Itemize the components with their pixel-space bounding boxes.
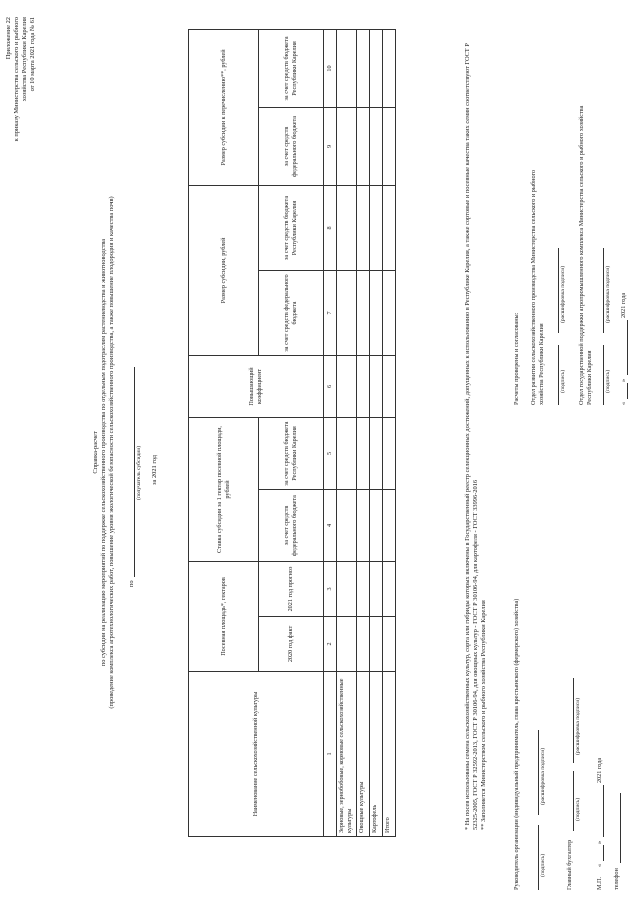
table-cell[interactable] [357, 185, 370, 270]
table-row [357, 29, 370, 836]
dept2-signature-line[interactable] [603, 345, 604, 405]
row-label: Итого [383, 672, 396, 837]
accountant-signature-line[interactable] [573, 771, 574, 831]
dept2-signature-caption: (подпись) [605, 369, 611, 393]
head-decoding-line[interactable] [538, 730, 539, 815]
phone-label: телефон [613, 868, 620, 890]
header-due-republic: за счет средств бюджета Республики Карелия [259, 29, 324, 107]
phone-line[interactable] [620, 793, 621, 863]
document-heading: Справка-расчет [92, 431, 99, 474]
header-subsidy: Размер субсидии, рублей [189, 185, 259, 355]
col-number: 10 [324, 29, 337, 107]
appendix-block [5, 17, 37, 905]
header-subsidy-due: Размер субсидии к перечислению**, рублей [189, 29, 259, 185]
dept1-signature-line[interactable] [558, 345, 559, 405]
table-cell[interactable] [357, 270, 370, 355]
date-month-line[interactable] [603, 785, 604, 837]
table-cell[interactable] [370, 562, 383, 617]
appendix-line-4: от 10 марта 2021 года № 61 [29, 17, 36, 92]
appendix-line-1: Приложение 22 [5, 17, 12, 60]
header-forecast-2021: 2021 год прогноз [259, 562, 324, 617]
table-cell[interactable] [357, 417, 370, 489]
table-cell[interactable] [337, 490, 357, 562]
table-cell[interactable] [357, 29, 370, 107]
col-number: 5 [324, 417, 337, 489]
header-rate: Ставка субсидии за 1 гектар посевной площади, рублей [189, 417, 259, 561]
table-cell[interactable] [337, 107, 357, 185]
head-signature-caption: (подпись) [540, 853, 546, 877]
table-cell[interactable] [357, 490, 370, 562]
appendix-line-3: хозяйства Республики Карелия [21, 17, 28, 102]
head-decoding-caption: (расшифровка подписи) [540, 747, 546, 805]
dept1-signature-caption: (подпись) [560, 369, 566, 393]
table-cell[interactable] [337, 562, 357, 617]
dept1-title: Отдел развития сельскохозяйственного производства Министерства сельского и рыбного хозяйства Республики Карелия [530, 169, 545, 405]
title-line-2: (проведение комплекса агротехнологических работ, повышение уровня экологической безопасности сельскохозяйственного производства, а также повышение плодородия и качества почв) [108, 196, 115, 709]
header-coefficient: Повышающий коэффициент [189, 355, 324, 417]
table-cell[interactable] [383, 107, 396, 185]
table-cell[interactable] [337, 185, 357, 270]
header-rate-republic: за счет средств бюджета Республики Карелия [259, 417, 324, 489]
dept2-decoding-caption: (расшифровка подписи) [605, 265, 611, 323]
header-fact-2020: 2020 год факт [259, 617, 324, 672]
table-cell[interactable] [370, 29, 383, 107]
table-cell[interactable] [337, 355, 357, 417]
table-cell[interactable] [357, 355, 370, 417]
col-number: 4 [324, 490, 337, 562]
table-cell[interactable] [383, 617, 396, 672]
head-signature-line[interactable] [538, 825, 539, 890]
table-cell[interactable] [357, 617, 370, 672]
table-cell[interactable] [337, 29, 357, 107]
table-cell[interactable] [370, 417, 383, 489]
dept-date-month-line[interactable] [627, 320, 628, 375]
table-row [337, 29, 357, 836]
table-cell[interactable] [337, 417, 357, 489]
row-label: Овощные культуры [357, 672, 370, 837]
table-cell[interactable] [383, 29, 396, 107]
accountant-decoding-line[interactable] [573, 678, 574, 763]
table-cell[interactable] [383, 185, 396, 270]
recipient-prefix: по [128, 580, 135, 587]
date-quote-open: « [596, 863, 603, 867]
subsidy-table [188, 29, 396, 837]
report-year: за 2021 год [151, 454, 158, 485]
table-cell[interactable] [370, 355, 383, 417]
date-quote-close: » [596, 840, 603, 844]
accountant-signature-caption: (подпись) [575, 797, 581, 821]
footnote-1: * На посев использованы семена сельскохозяйственных культур, сорта или гибриды которых включены в Государственный реестр селекционных достижений, допущенных к использованию в Республике Карелия, а также сортовые и посевные качества таких семян соответствуют ГОСТ Р 52325-2005, ГОСТ Р 32592-2013, ГОСТ Р 30106-94, для овощных культур - ГОСТ Р 30106-94, для картофеля - ГОСТ 33996-2016 [464, 43, 479, 830]
col-number: 2 [324, 617, 337, 672]
appendix-line-2: к приказу Министерства сельского и рыбного [13, 17, 20, 142]
header-due-federal: за счет средств федерального бюджета [259, 107, 324, 185]
table-cell[interactable] [383, 562, 396, 617]
column-number-row [324, 29, 337, 836]
header-subsidy-federal: за счет средств федерального бюджета [259, 270, 324, 355]
table-cell[interactable] [357, 562, 370, 617]
date-day-line[interactable] [603, 845, 604, 861]
col-number: 7 [324, 270, 337, 355]
col-number: 8 [324, 185, 337, 270]
title-line-1: по субсидии на реализацию мероприятий по поддержке сельскохозяйственного производства по отдельным подотраслям растениеводства и животноводства [100, 238, 107, 667]
header-rate-federal: за счет средств федерального бюджета [259, 490, 324, 562]
title-block [92, 0, 116, 905]
table-row-total [383, 29, 396, 836]
table-cell[interactable] [383, 270, 396, 355]
dept-date-quote-close: » [620, 378, 627, 382]
col-number: 6 [324, 355, 337, 417]
checked-label: Расчеты проверены и согласованы: [513, 312, 520, 405]
dept2-decoding-line[interactable] [603, 248, 604, 333]
table-cell[interactable] [357, 107, 370, 185]
row-label: Зерновые, зернобобовые, кормовые сельскохозяйственные культуры [337, 672, 357, 837]
table-cell[interactable] [370, 617, 383, 672]
footnotes [464, 30, 488, 830]
dept1-decoding-caption: (расшифровка подписи) [560, 265, 566, 323]
date-year-suffix: 2021 года [596, 757, 603, 783]
head-title: Руководитель организации (индивидуальный предприниматель, глава крестьянского (фермерского) хозяйства) [513, 598, 520, 890]
table-cell[interactable] [370, 270, 383, 355]
dept-date-day-line[interactable] [627, 383, 628, 399]
accountant-decoding-caption: (расшифровка подписи) [575, 697, 581, 755]
dept2-title: Отдел государственной поддержки агропромышленного комплекса Министерства сельского и рыбного хозяйства Республики Карелия [578, 105, 593, 405]
table-cell[interactable] [370, 490, 383, 562]
recipient-caption: (получатель субсидии) [136, 445, 142, 500]
col-number: 9 [324, 107, 337, 185]
recipient-line [134, 367, 135, 577]
dept-date-year-suffix: 2021 года [620, 292, 627, 318]
table-cell[interactable] [383, 417, 396, 489]
table-cell[interactable] [337, 617, 357, 672]
row-label: Картофель [370, 672, 383, 837]
header-sown-area: Посевная площадь*, гектаров [189, 562, 259, 672]
stamp-label: М.П. [596, 876, 603, 890]
header-subsidy-republic: за счет средств бюджета Республики Карелия [259, 185, 324, 270]
table-row [370, 29, 383, 836]
footnote-2: ** Заполняется Министерством сельского и рыбного хозяйства Республики Карелия [480, 600, 487, 830]
dept1-decoding-line[interactable] [558, 248, 559, 333]
table-cell[interactable] [383, 355, 396, 417]
dept-date-quote-open: « [620, 401, 627, 405]
col-number: 1 [324, 672, 337, 837]
header-crop: Наименование сельскохозяйственной культуры [189, 672, 324, 837]
table-cell[interactable] [370, 107, 383, 185]
accountant-label: Главный бухгалтер [566, 839, 573, 890]
col-number: 3 [324, 562, 337, 617]
table-cell[interactable] [337, 270, 357, 355]
table-cell[interactable] [370, 185, 383, 270]
table-cell[interactable] [383, 490, 396, 562]
